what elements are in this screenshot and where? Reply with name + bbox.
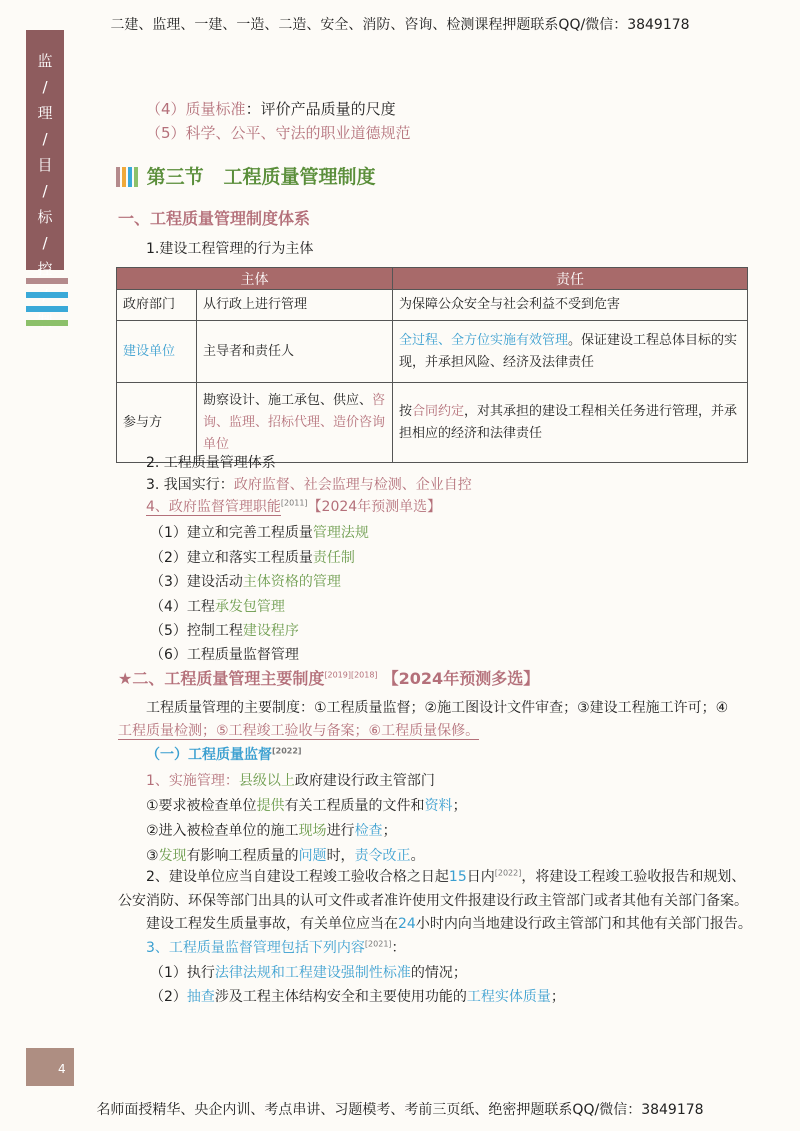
subheading: 4、政府监督管理职能[2011]【2024年预测单选】	[146, 498, 442, 515]
part2-heading: ★二、工程质量管理主要制度[2019][2018] 【2024年预测多选】	[118, 669, 540, 688]
table-cell: 全过程、全方位实施有效管理。保证建设工程总体目标的实现，并承担风险、经济及法律责任	[393, 321, 748, 383]
list-item: （2）抽查涉及工程主体结构安全和主要使用功能的工程实体质量；	[150, 989, 565, 1005]
responsibility-table	[116, 267, 748, 463]
table-row	[117, 321, 748, 383]
table-header-row	[117, 268, 748, 290]
table-cell: 建设单位	[117, 321, 197, 383]
list-item: （6）工程质量监督管理	[150, 647, 299, 663]
stripe-decoration	[26, 292, 68, 298]
sidebar-label: 监 / 理 / 目 / 标 / 控	[37, 52, 53, 278]
stripe-decoration	[26, 278, 68, 284]
paragraph: 3、工程质量监督管理包括下列内容[2021]：	[146, 939, 406, 956]
table-cell: 从行政上进行管理	[197, 290, 393, 321]
stripe-decoration	[26, 306, 68, 312]
table-cell: 参与方	[117, 383, 197, 463]
table-header: 主体	[117, 268, 393, 290]
header-banner: 二建、监理、一建、一造、二造、安全、消防、咨询、检测课程押题联系QQ/微信：3849178	[110, 17, 690, 33]
intro-item: （4）质量标准：评价产品质量的尺度	[146, 100, 396, 118]
list-item: （5）控制工程建设程序	[150, 623, 299, 639]
table-cell: 主导者和责任人	[197, 321, 393, 383]
table-cell: 勘察设计、施工承包、供应、咨询、监理、招标代理、造价咨询单位	[197, 383, 393, 463]
list-item: （1）执行法律法规和工程建设强制性标准的情况；	[150, 965, 467, 981]
subheading: （一）工程质量监督[2022]	[146, 746, 302, 763]
section-bars-icon	[116, 167, 140, 192]
table-cell: 按合同约定，对其承担的建设工程相关任务进行管理，并承担相应的经济和法律责任	[393, 383, 748, 463]
table-cell: 政府部门	[117, 290, 197, 321]
part1-heading: 一、工程质量管理制度体系	[118, 209, 311, 228]
subheading: 1.建设工程管理的行为主体	[146, 241, 314, 257]
list-item: ②进入被检查单位的施工现场进行检查；	[146, 823, 397, 839]
paragraph: 1、实施管理：县级以上政府建设行政主管部门	[146, 773, 435, 789]
footer-banner: 名师面授精华、央企内训、考点串讲、习题模考、考前三页纸、绝密押题联系QQ/微信：3849178	[96, 1102, 704, 1118]
list-item: （2）建立和落实工程质量责任制	[150, 550, 355, 566]
table-row	[117, 383, 748, 463]
table-row	[117, 290, 748, 321]
intro-item: （5）科学、公平、守法的职业道德规范	[146, 124, 411, 142]
list-item: ③发现有影响工程质量的问题时，责令改正。	[146, 848, 425, 864]
list-item: （1）建立和完善工程质量管理法规	[150, 525, 369, 541]
paragraph: 工程质量管理的主要制度：①工程质量监督；②施工图设计文件审查；③建设工程施工许可；④	[146, 700, 729, 716]
section-title: 第三节 工程质量管理制度	[116, 162, 376, 192]
paragraph: 公安消防、环保等部门出具的认可文件或者准许使用文件报建设行政主管部门或者其他有关部门备案。	[118, 893, 748, 909]
list-item: （4）工程承发包管理	[150, 599, 285, 615]
subheading: 2. 工程质量管理体系	[146, 455, 276, 471]
sidebar-tab	[26, 30, 64, 278]
list-item: ①要求被检查单位提供有关工程质量的文件和资料；	[146, 798, 467, 814]
page-number-tab	[26, 1048, 74, 1086]
table-header: 责任	[393, 268, 748, 290]
list-item: （3）建设活动主体资格的管理	[150, 574, 341, 590]
page-number: 4	[58, 1062, 66, 1076]
paragraph: 工程质量检测；⑤工程竣工验收与备案；⑥工程质量保修。	[118, 723, 480, 739]
stripe-decoration	[26, 320, 68, 326]
table-cell: 为保障公众安全与社会利益不受到危害	[393, 290, 748, 321]
subheading: 3. 我国实行：政府监督、社会监理与检测、企业自控	[146, 477, 472, 493]
paragraph: 2、建设单位应当自建设工程竣工验收合格之日起15日内[2022]，将建设工程竣工验收报告和规划、	[146, 868, 746, 885]
paragraph: 建设工程发生质量事故，有关单位应当在24小时内向当地建设行政主管部门和其他有关部门报告。	[146, 916, 752, 932]
